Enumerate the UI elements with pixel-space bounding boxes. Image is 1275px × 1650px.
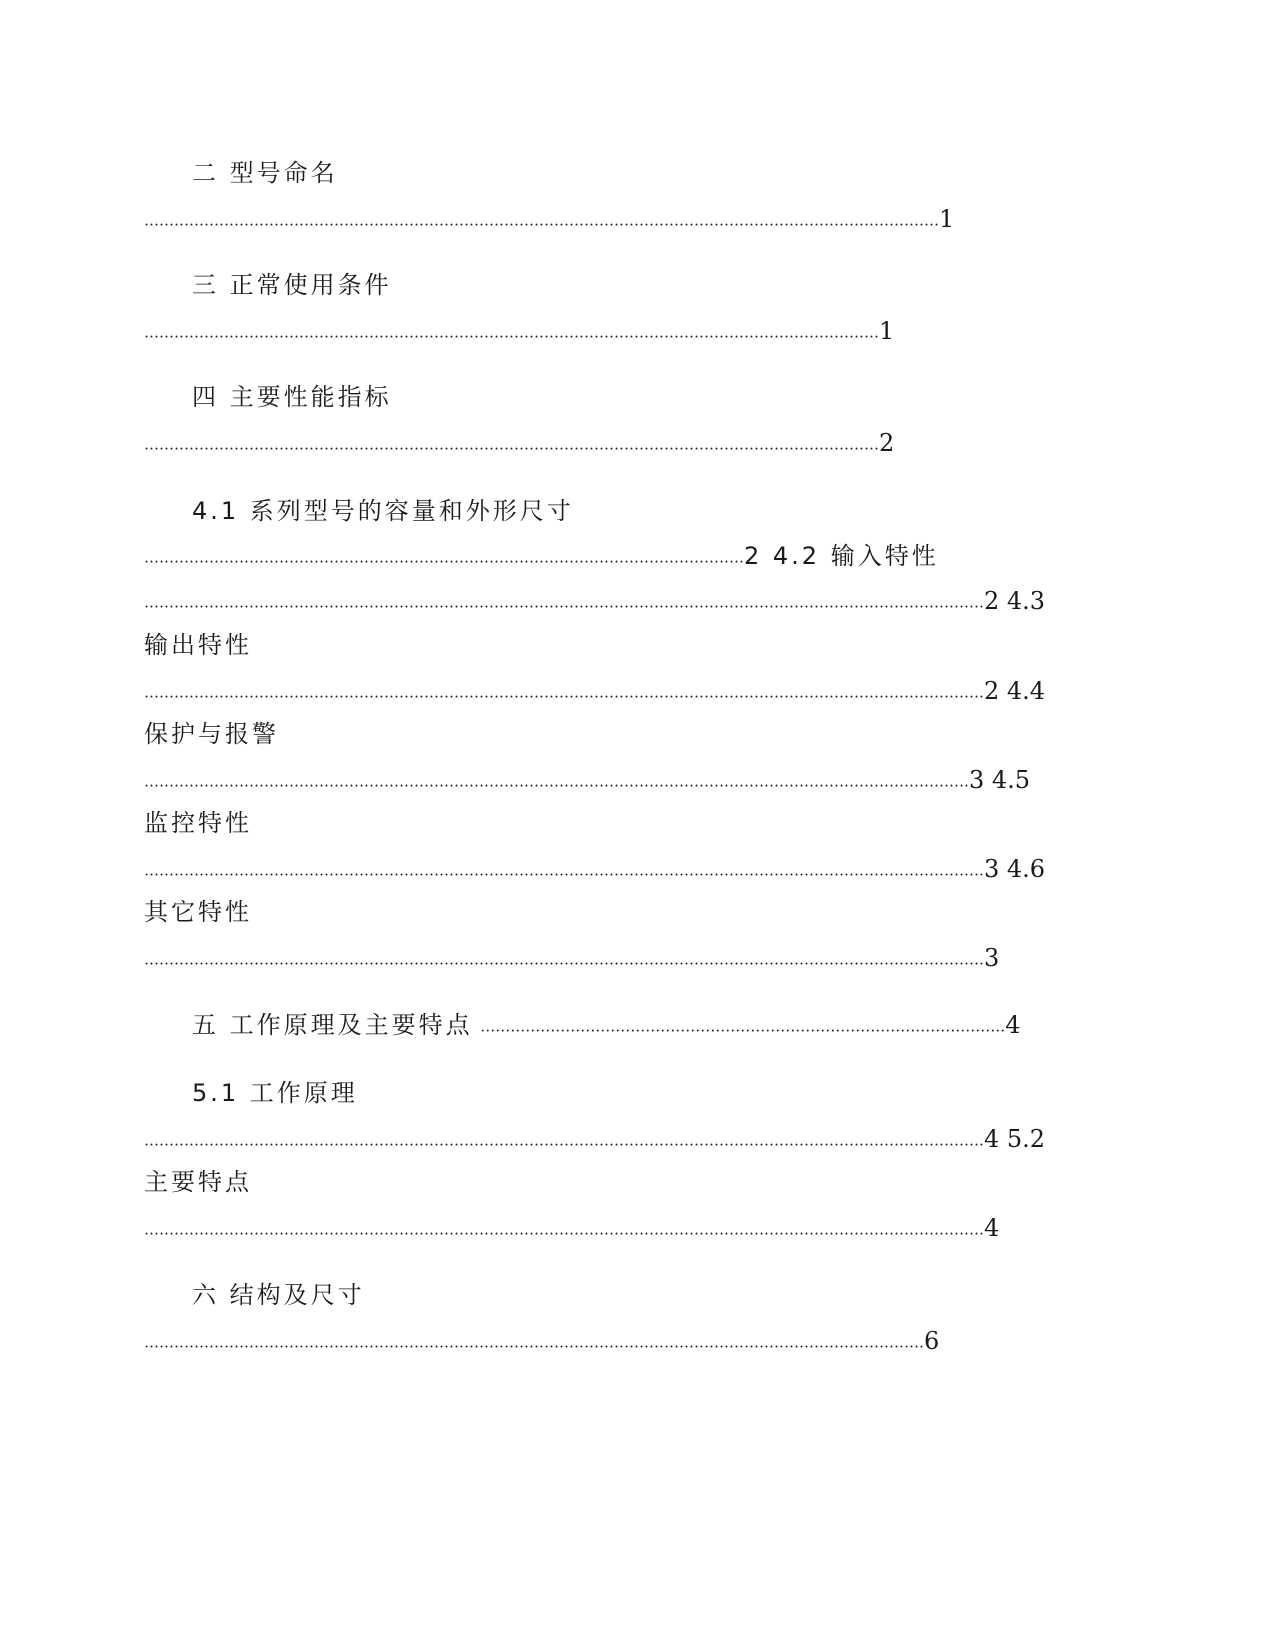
toc-entry-text: 2 4.2 输入特性 xyxy=(744,542,939,570)
toc-entry-title: 监控特性 xyxy=(144,809,252,837)
toc-leader-row xyxy=(144,586,1045,618)
toc-entry-title: 二 型号命名 xyxy=(192,159,338,187)
page-number: 1 xyxy=(939,205,955,233)
toc-leader-row xyxy=(144,1213,999,1245)
toc-leader-row xyxy=(144,316,894,348)
page-number: 4 xyxy=(1005,1011,1021,1039)
toc-leader-row xyxy=(144,1124,1045,1156)
dot-leader: …………………………………………………………………………………………………………………………………………………… xyxy=(144,1131,984,1150)
page-number: 3 xyxy=(984,944,1000,972)
toc-leader-row xyxy=(144,1326,939,1358)
toc-leader-row xyxy=(144,541,939,573)
page-number: 1 xyxy=(879,317,895,345)
dot-leader: …………………………………………………………………………………………………………………………………………………… xyxy=(144,950,984,969)
dot-leader: …………………………………………………………………………………………………………………………………………………… xyxy=(144,861,984,880)
page-number: 3 4.6 xyxy=(984,855,1046,883)
page-number: 3 4.5 xyxy=(969,766,1031,794)
toc-leader-row xyxy=(144,854,1045,886)
dot-leader: ………………………………………………………………………………………………………………………………… xyxy=(144,323,879,342)
toc-entry-title: 其它特性 xyxy=(144,898,252,926)
toc-entry-title: 5.1 工作原理 xyxy=(192,1079,358,1107)
dot-leader: …………………………………………………………………………………………………………………………………………………… xyxy=(144,683,984,702)
dot-leader: …………………………………………………………………………………………… xyxy=(480,1017,1006,1036)
dot-leader: ………………………………………………………………………………………………………………………………………… xyxy=(144,1333,924,1352)
toc-leader-row xyxy=(144,676,1045,708)
toc-entry-title: 六 结构及尺寸 xyxy=(192,1281,365,1309)
page-number: 2 xyxy=(879,429,895,457)
dot-leader: ………………………………………………………………………………………………………………………………… xyxy=(144,435,879,454)
toc-entry-title: 4.1 系列型号的容量和外形尺寸 xyxy=(192,497,574,525)
page-number: 2 4.4 xyxy=(984,677,1046,705)
dot-leader: …………………………………………………………………………………………………………………………………………………… xyxy=(144,593,984,612)
toc-leader-row xyxy=(144,428,894,460)
dot-leader: ………………………………………………………………………………………………………… xyxy=(144,548,744,567)
toc-leader-row xyxy=(144,765,1030,797)
dot-leader: ………………………………………………………………………………………………………………………………………………… xyxy=(144,772,969,791)
toc-leader-row xyxy=(144,204,954,236)
toc-entry-title: 保护与报警 xyxy=(144,720,279,748)
toc-leader-row xyxy=(144,943,999,975)
toc-entry-title: 五 工作原理及主要特点 xyxy=(192,1011,473,1039)
page-number: 2 4.3 xyxy=(984,587,1046,615)
page-number: 4 xyxy=(984,1214,1000,1242)
dot-leader: …………………………………………………………………………………………………………………………………………………… xyxy=(144,1220,984,1239)
toc-entry-title: 输出特性 xyxy=(144,631,252,659)
toc-entry-row xyxy=(192,1010,1021,1042)
toc-entry-title: 主要特点 xyxy=(144,1168,252,1196)
toc-entry-title: 三 正常使用条件 xyxy=(192,271,392,299)
page-number: 6 xyxy=(924,1327,940,1355)
dot-leader: …………………………………………………………………………………………………………………………………………… xyxy=(144,211,939,230)
toc-entry-title: 四 主要性能指标 xyxy=(192,383,392,411)
page-number: 4 5.2 xyxy=(984,1125,1046,1153)
